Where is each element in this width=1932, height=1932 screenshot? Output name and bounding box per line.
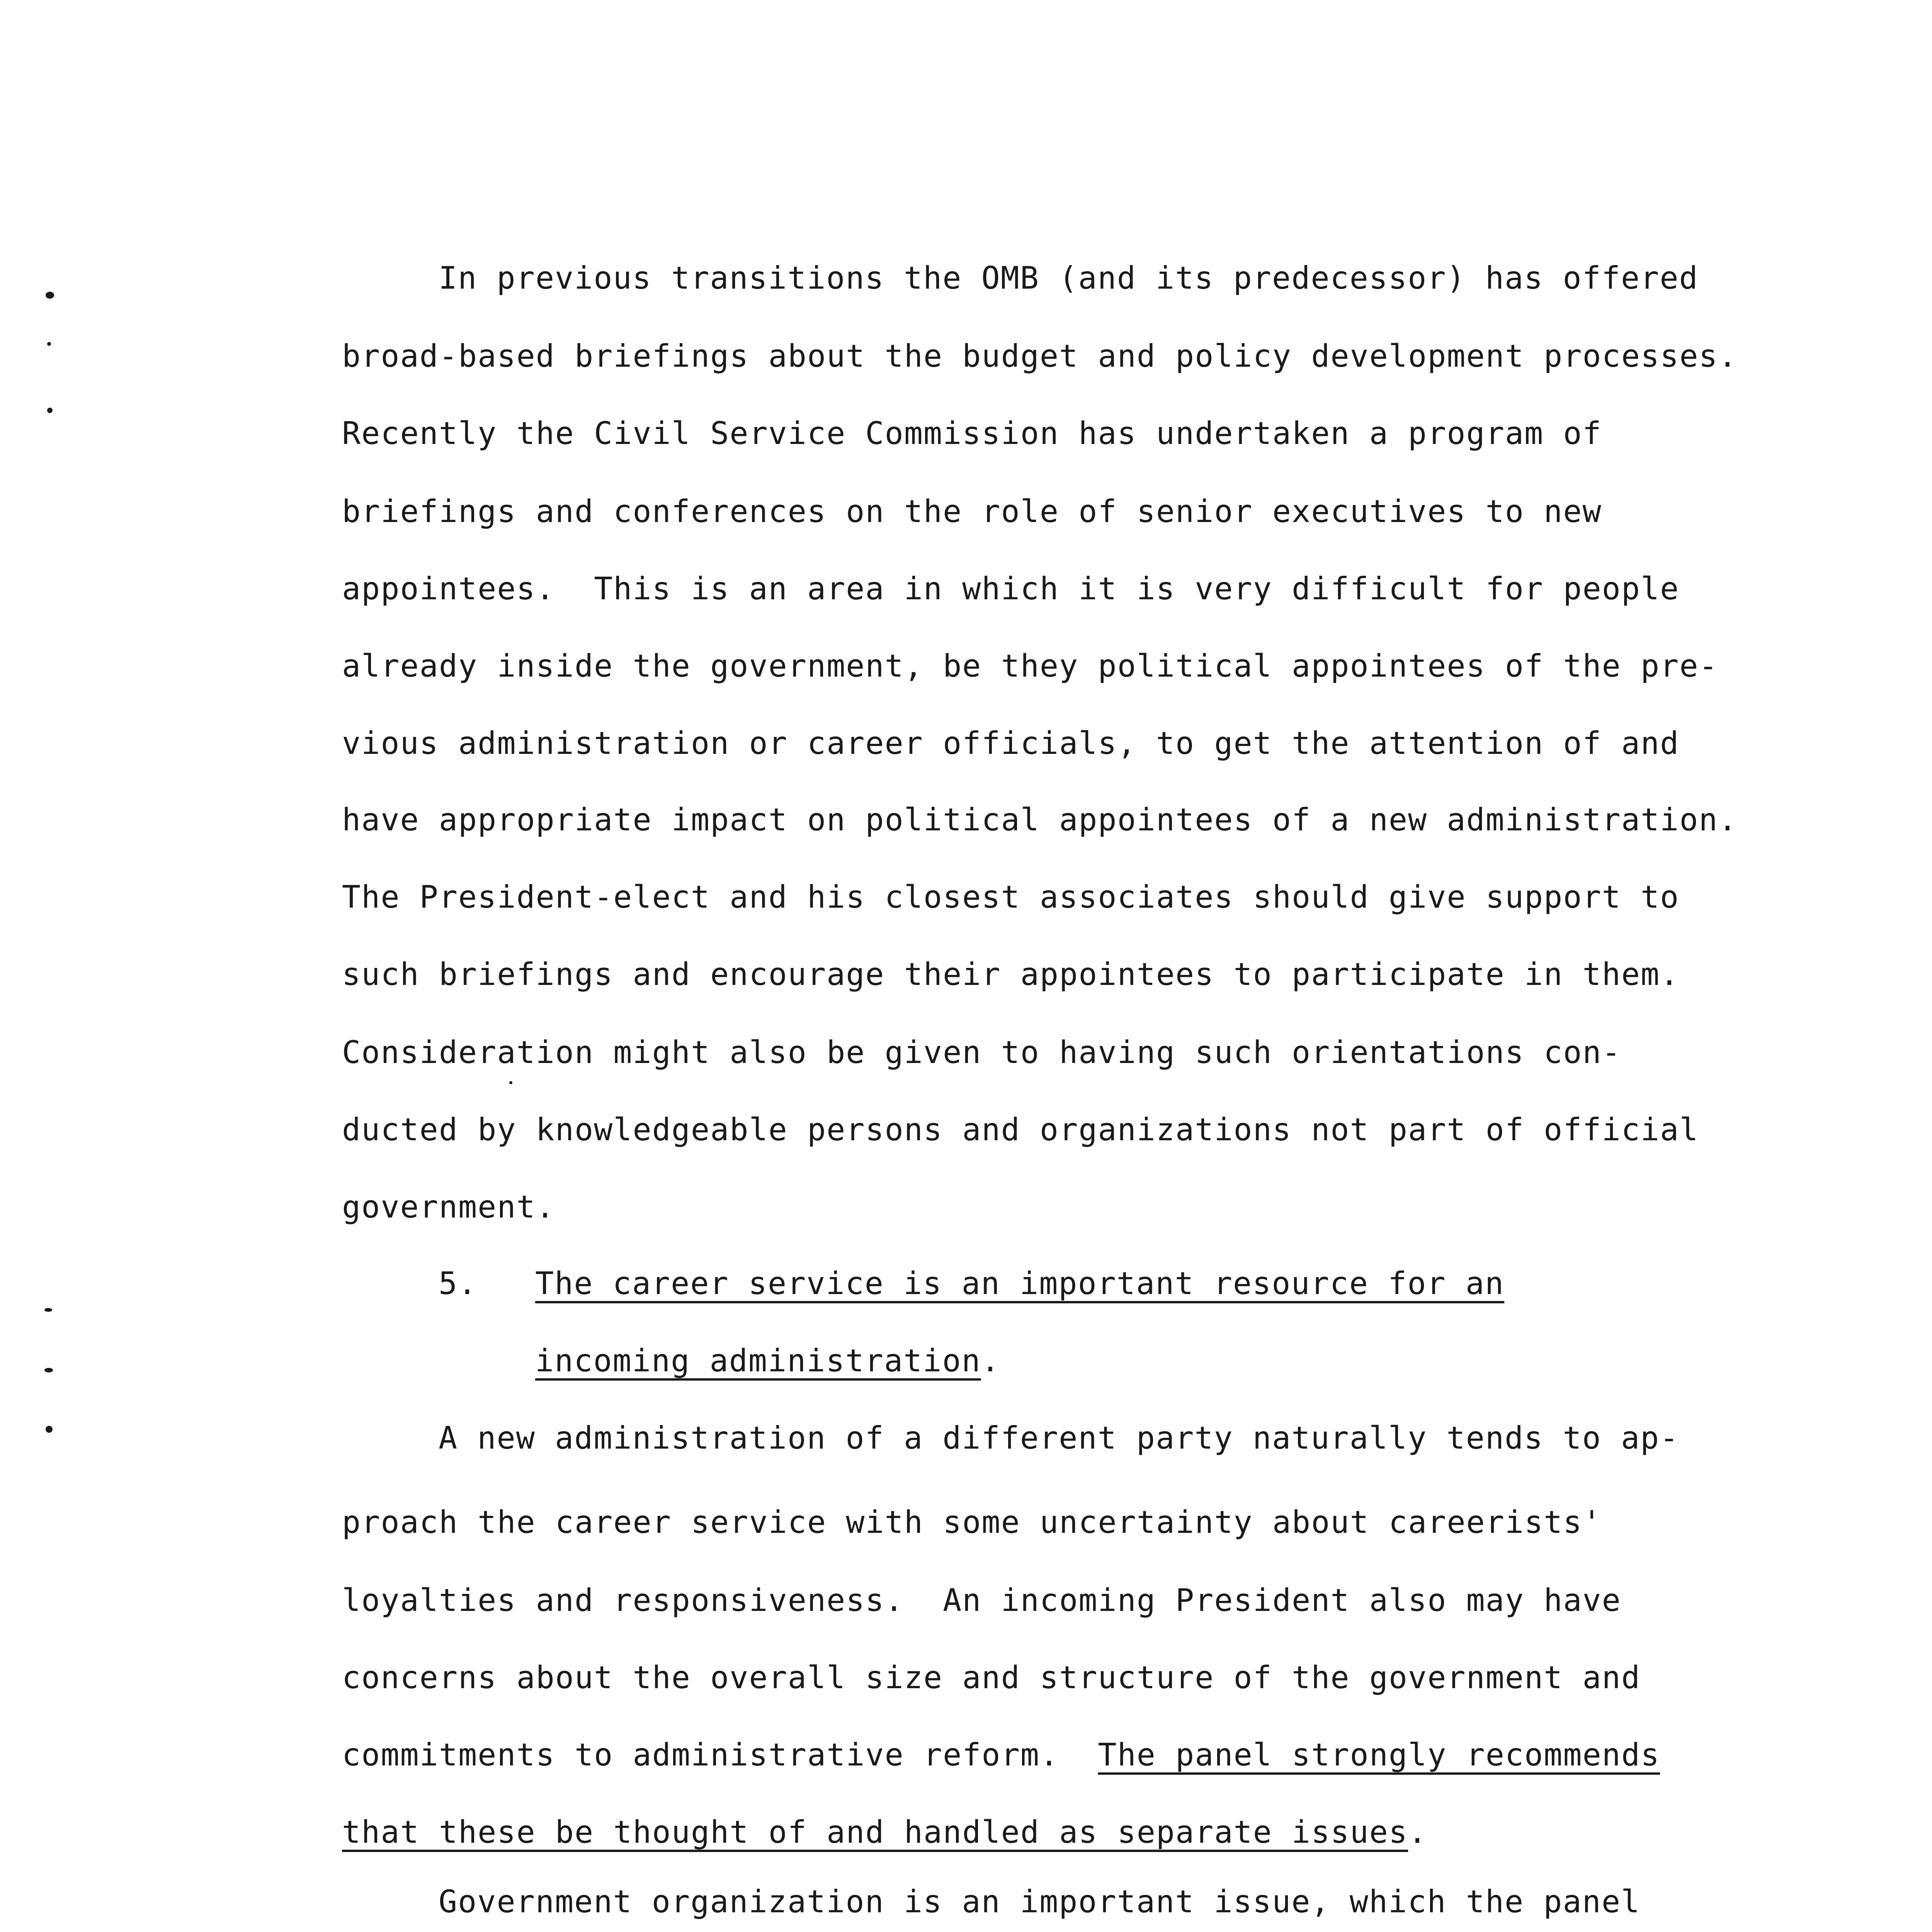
heading-number: 5. [439,1265,478,1301]
heading-line-2 [535,1342,1000,1380]
paragraph-1-line-7: vious administration or career officials, to get the attention of and [342,725,1680,761]
paragraph-1-line-6: already inside the government, be they political appointees of the pre- [342,648,1718,684]
scan-speck [46,292,54,299]
panel-recommendation-underlined-2: that these be thought of and handled as separate issues [342,1814,1408,1850]
paragraph-1-line-8: have appropriate impact on political appointees of a new administration. [342,802,1738,838]
heading-line-1: The career service is an important resource for an [535,1265,1505,1301]
paragraph-1-line-10: such briefings and encourage their appointees to participate in them. [342,956,1680,992]
paragraph-3-line-1: Government organization is an important issue, which the panel [439,1884,1641,1920]
paragraph-2-line-5-start: commitments to administrative reform. [342,1737,1098,1773]
paragraph-1-line-2: broad-based briefings about the budget and policy development processes. [342,338,1738,374]
paragraph-1-line-9: The President-elect and his closest associates should give support to [342,879,1680,915]
heading-line-2-period: . [981,1343,1000,1379]
paragraph-1-line-1: In previous transitions the OMB (and its predecessor) has offered [439,260,1699,296]
paragraph-2-line-3: loyalties and responsiveness. An incoming President also may have [342,1582,1621,1618]
paragraph-1-line-12: ducted by knowledgeable persons and organizations not part of official [342,1112,1699,1148]
paragraph-2-line-1: A new administration of a different party naturally tends to ap- [439,1420,1679,1456]
paragraph-1-line-4: briefings and conferences on the role of senior executives to new [342,493,1602,529]
paragraph-1-line-13: government. [342,1189,555,1225]
panel-recommendation-underlined-1: The panel strongly recommends [1098,1737,1660,1773]
paragraph-2-line-4: concerns about the overall size and structure of the government and [342,1660,1641,1696]
paragraph-2-line-6-period: . [1408,1814,1428,1850]
scan-speck [509,1081,512,1084]
heading-line-2-underlined: incoming administration [535,1343,981,1379]
paragraph-2-line-2: proach the career service with some uncertainty about careerists' [342,1504,1602,1540]
scan-speck [47,342,51,346]
scan-speck [44,1368,53,1372]
paragraph-2-line-6 [342,1813,1427,1852]
paragraph-1-line-11: Consideration might also be given to having such orientations con- [342,1034,1621,1070]
scan-speck [46,1426,53,1433]
paragraph-2-line-5 [342,1736,1660,1774]
scan-speck [44,1308,52,1312]
paragraph-1-line-5: appointees. This is an area in which it is very difficult for people [342,571,1680,607]
paragraph-1-line-3: Recently the Civil Service Commission has undertaken a program of [342,415,1602,451]
scan-speck [47,408,53,413]
